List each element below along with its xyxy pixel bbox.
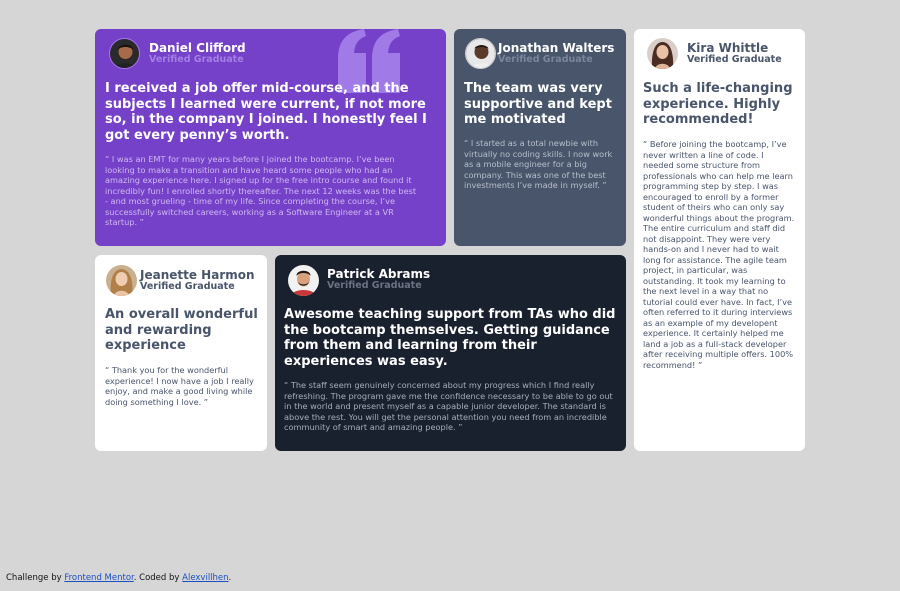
testimonial-headline: I received a job offer mid-course, and the subjects I learned were current, if not more so, in the company I joined. I honestly feel I got every penny’s worth. — [105, 81, 427, 143]
testimonial-card-patrick — [275, 255, 626, 451]
testimonial-body: “ I started as a total newbie with virtually no coding skills. I now work as a mobile engineer for a big company. This was one of the best investments I’ve made in myself. ” — [464, 138, 613, 190]
reviewer-name: Jeanette Harmon — [140, 268, 255, 282]
avatar-jonathan — [465, 38, 496, 69]
testimonial-body: “ Thank you for the wonderful experience! I now have a job I really enjoy, and make a good living while doing something I love. ” — [105, 365, 254, 407]
testimonial-body: “ Before joining the bootcamp, I’ve never written a line of code. I needed some structure from professionals who can help me learn programming step by step. I was encouraged to enroll by a former student of theirs who can only say wonderful things about the program. The entire curriculum and staff did not disappoint. They were very hands-on and I never had to wait long for assistance. The agile team project, in particular, was outstanding. It took my learning to the next level in a way that no tutorial could ever have. In fact, I’ve often referred to it during interviews as an example of my developent experience. It certainly helped me land a job as a full-stack developer after receiving multiple offers. 100% recommend! ” — [643, 139, 795, 370]
avatar-patrick — [288, 265, 319, 296]
testimonial-card-kira — [634, 29, 805, 451]
testimonial-card-jonathan — [454, 29, 626, 246]
testimonial-headline: Such a life-changing experience. Highly recommended! — [643, 81, 793, 127]
author-link[interactable]: Alexvillhen — [182, 573, 229, 583]
testimonial-card-jeanette — [95, 255, 267, 451]
attribution-suffix: . — [228, 573, 232, 583]
attribution — [6, 573, 231, 583]
testimonial-headline: An overall wonderful and rewarding experience — [105, 307, 258, 353]
avatar-kira — [647, 38, 678, 69]
reviewer-name: Patrick Abrams — [327, 267, 431, 281]
testimonial-headline: The team was very supportive and kept me motivated — [464, 81, 612, 127]
attribution-prefix: Challenge by — [6, 573, 65, 583]
avatar-daniel — [109, 38, 140, 69]
verified-badge: Verified Graduate — [327, 280, 422, 291]
reviewer-name: Daniel Clifford — [149, 41, 246, 55]
reviewer-name: Jonathan Walters — [498, 41, 615, 55]
verified-badge: Verified Graduate — [140, 281, 235, 292]
testimonial-card-daniel — [95, 29, 446, 246]
reviewer-name: Kira Whittle — [687, 41, 769, 55]
verified-badge: Verified Graduate — [687, 54, 782, 65]
testimonial-body: “ The staff seem genuinely concerned about my progress which I find really refreshing. The program gave me the confidence necessary to be able to go out in the world and present myself as a capable junior developer. The standard is above the rest. You will get the personal attention you need from an incredible community of smart and amazing people. ” — [284, 380, 613, 432]
verified-badge: Verified Graduate — [498, 54, 593, 65]
testimonial-headline: Awesome teaching support from TAs who did the bootcamp themselves. Getting guidance from them and learning from their experiences was easy. — [284, 307, 616, 369]
testimonial-body: “ I was an EMT for many years before I joined the bootcamp. I’ve been looking to make a transition and have heard some people who had an amazing experience here. I signed up for the free intro course and found it incredibly fun! I enrolled shortly thereafter. The next 12 weeks was the best - and most grueling - time of my life. Since completing the course, I’ve successfully switched careers, working as a Software Engineer at a VR startup. ” — [105, 154, 417, 227]
attribution-middle: . Coded by — [133, 573, 183, 583]
frontend-mentor-link[interactable]: Frontend Mentor — [64, 573, 134, 583]
verified-badge: Verified Graduate — [149, 54, 244, 65]
avatar-jeanette — [106, 265, 137, 296]
